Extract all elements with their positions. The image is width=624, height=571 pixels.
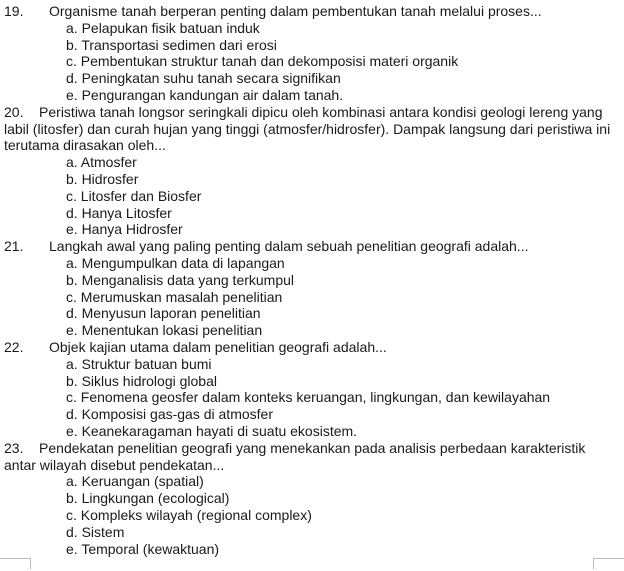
option-b: b. Hidrosfer: [66, 170, 139, 187]
option-a: a. Pelapukan fisik batuan induk: [66, 19, 260, 36]
question-number: 22.: [4, 338, 24, 355]
option-d: d. Sistem: [66, 523, 125, 540]
option-c: c. Fenomena geosfer dalam konteks keruangan, lingkungan, dan kewilayahan: [66, 389, 551, 406]
option-c: c. Pembentukan struktur tanah dan dekomposisi materi organik: [66, 53, 459, 70]
option-e: e. Menentukan lokasi penelitian: [66, 322, 263, 339]
option-b: b. Siklus hidrologi global: [66, 372, 217, 389]
question-21: [4, 238, 620, 339]
question-number: 23.: [4, 439, 24, 456]
question-text: Pendekatan penelitian geografi yang menekankan pada analisis perbedaan karakteristik antar wilayah disebut pendekatan...: [4, 439, 586, 473]
question-text: Organisme tanah berperan penting dalam pembentukan tanah melalui proses...: [49, 3, 542, 19]
option-e: e. Temporal (kewaktuan): [66, 540, 220, 557]
option-a: a. Keruangan (spatial): [66, 473, 204, 490]
option-c: c. Kompleks wilayah (regional complex): [66, 506, 312, 523]
question-number: 21.: [4, 238, 24, 255]
question-number: 19.: [4, 3, 24, 19]
question-stem: [4, 3, 620, 20]
option-d: d. Peningkatan suhu tanah secara signifikan: [66, 70, 341, 87]
crop-corner-mark-left: [0, 558, 31, 569]
question-19: [4, 3, 620, 104]
option-c: c. Litosfer dan Biosfer: [66, 187, 202, 204]
question-text: Peristiwa tanah longsor seringkali dipicu oleh kombinasi antara kondisi geologi lereng yang labil (litosfer) dan curah hujan yang tinggi (atmosfer/hidrosfer). Dampak langsung dari peristiwa ini terutama dirasakan oleh...: [4, 103, 611, 154]
option-e: e. Hanya Hidrosfer: [66, 221, 183, 238]
question-number: 20.: [4, 103, 24, 120]
question-document: [4, 3, 620, 557]
question-text: Objek kajian utama dalam penelitian geografi adalah...: [49, 338, 387, 355]
option-d: d. Komposisi gas-gas di atmosfer: [66, 406, 273, 423]
option-d: d. Menyusun laporan penelitian: [66, 305, 261, 322]
question-20: [4, 104, 620, 238]
question-22: [4, 339, 620, 440]
question-stem: [4, 238, 620, 255]
option-a: a. Mengumpulkan data di lapangan: [66, 254, 285, 271]
option-b: b. Menganalisis data yang terkumpul: [66, 271, 295, 288]
option-b: b. Transportasi sedimen dari erosi: [66, 36, 277, 53]
option-b: b. Lingkungan (ecological): [66, 490, 230, 507]
question-stem: [4, 104, 620, 154]
crop-corner-mark-right: [593, 558, 624, 569]
question-stem: [4, 440, 620, 474]
question-stem: [4, 339, 620, 356]
question-23: [4, 440, 620, 558]
option-d: d. Hanya Litosfer: [66, 204, 172, 221]
option-a: a. Struktur batuan bumi: [66, 355, 212, 372]
option-c: c. Merumuskan masalah penelitian: [66, 288, 283, 305]
option-e: e. Keanekaragaman hayati di suatu ekosistem.: [66, 422, 358, 439]
option-e: e. Pengurangan kandungan air dalam tanah.: [66, 86, 344, 103]
option-a: a. Atmosfer: [66, 154, 137, 171]
question-text: Langkah awal yang paling penting dalam sebuah penelitian geografi adalah...: [49, 238, 529, 255]
